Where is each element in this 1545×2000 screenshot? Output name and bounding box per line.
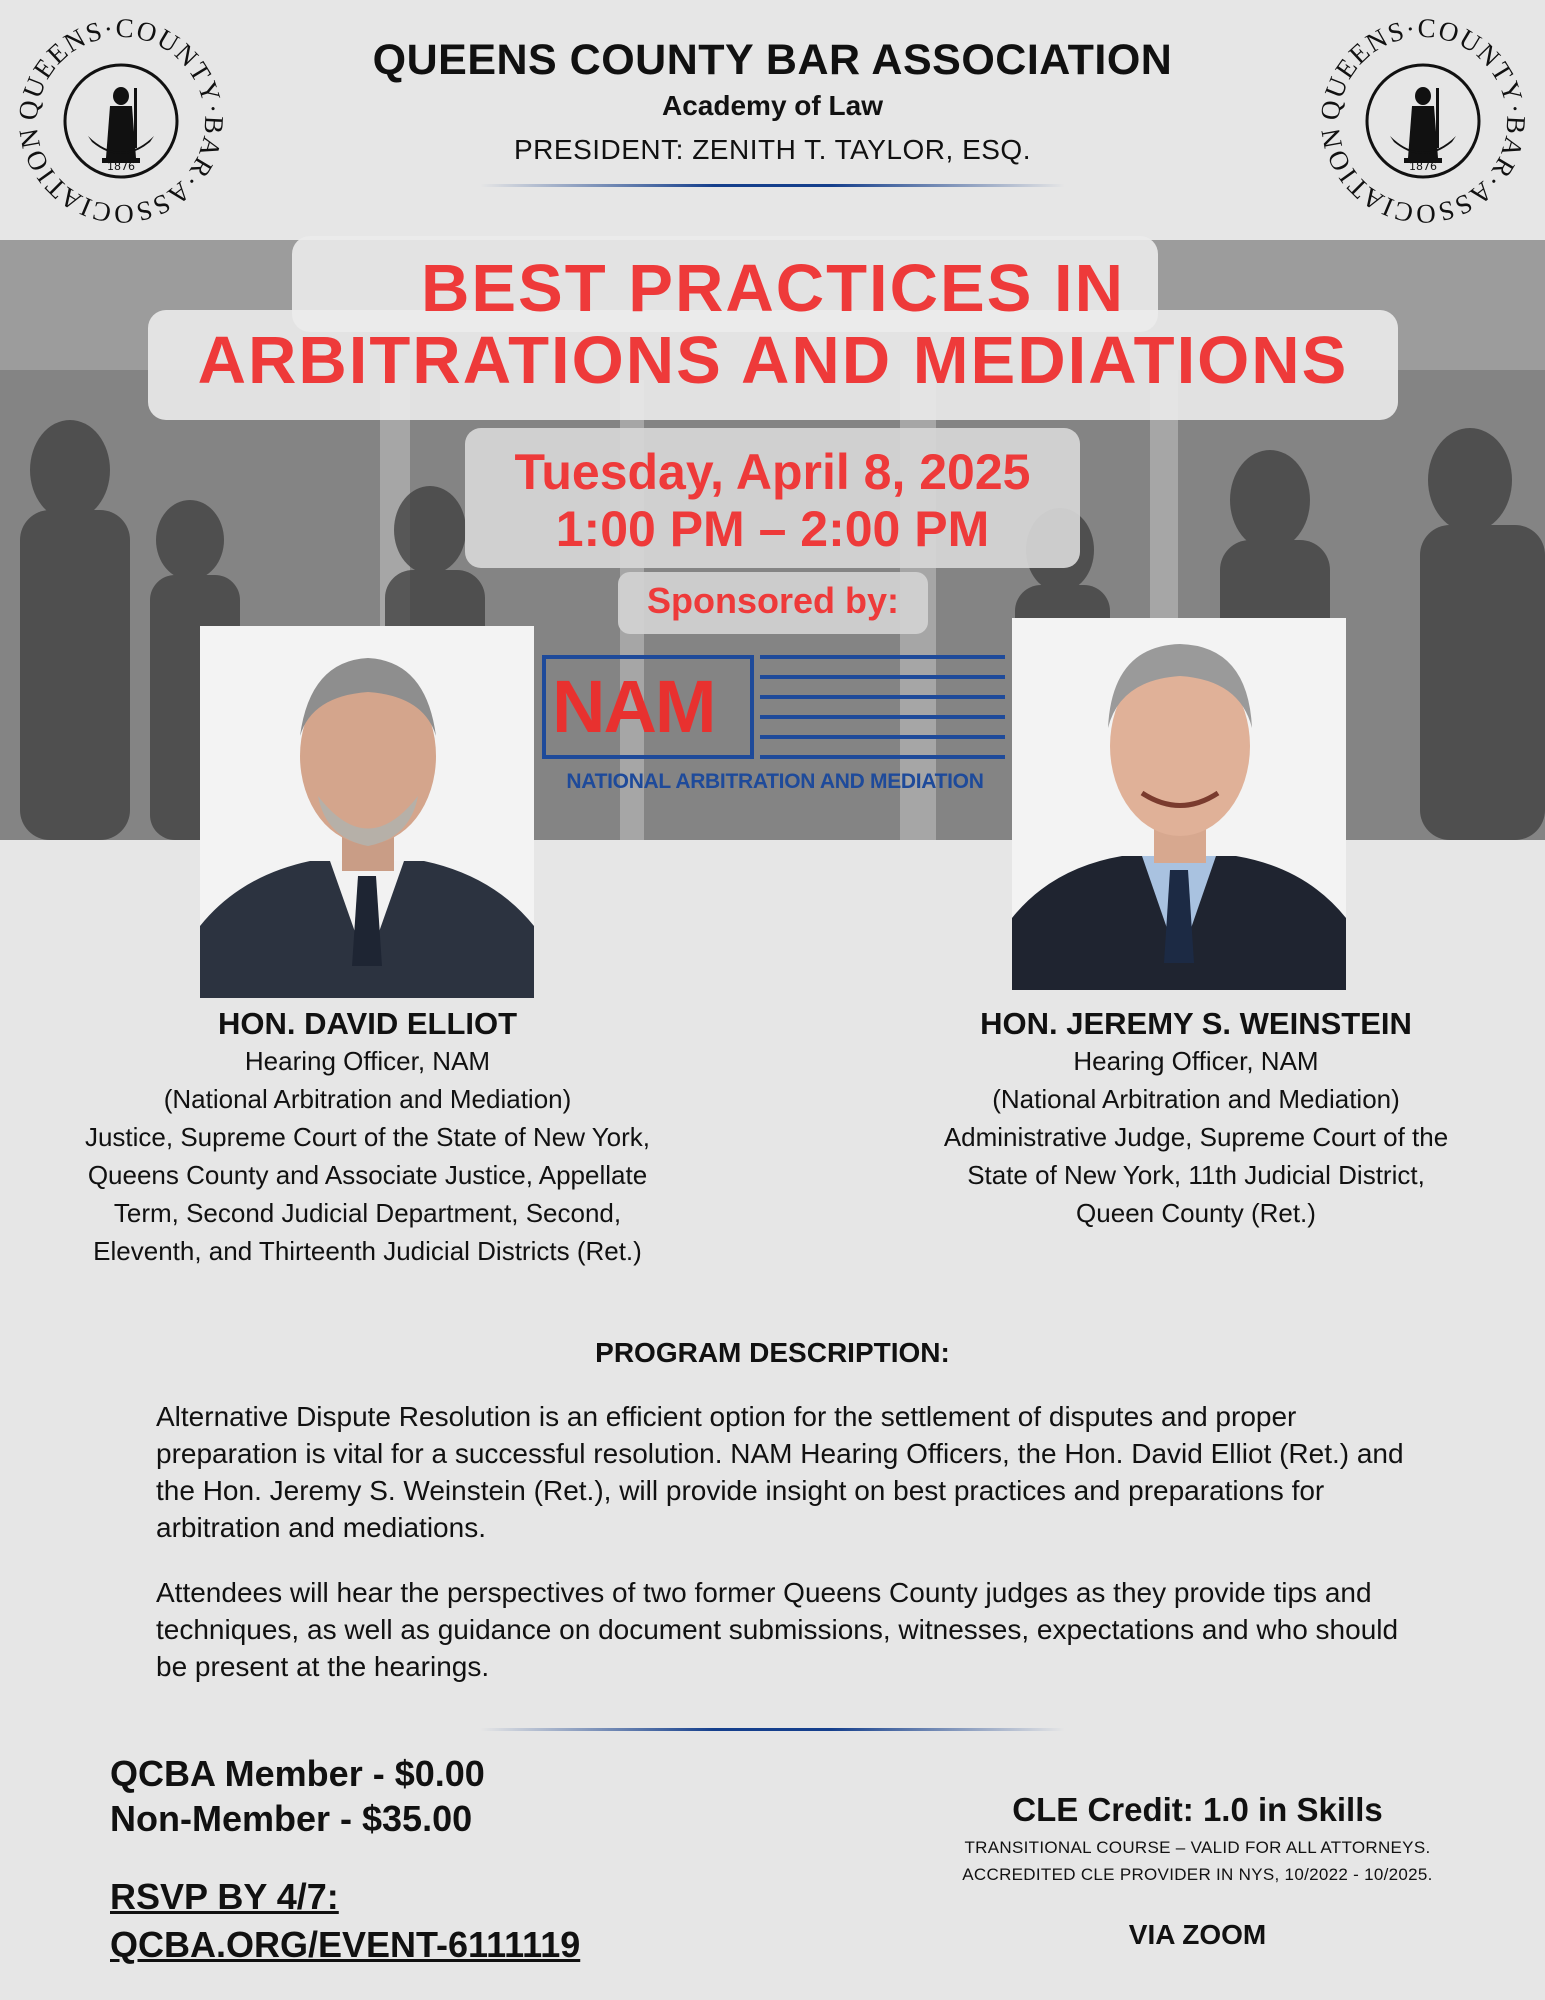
cle-note-transitional: TRANSITIONAL COURSE – VALID FOR ALL ATTORNEYS. <box>964 1838 1431 1857</box>
org-title: QUEENS COUNTY BAR ASSOCIATION <box>372 36 1173 84</box>
program-paragraph-2: Attendees will hear the perspectives of two former Queens County judges as they provide tips and techniques, as well as guidance on document submissions, witnesses, expectations and who should be present at the hearings. <box>156 1577 1399 1682</box>
speaker-bio-line: Justice, Supreme Court of the State of New York, <box>84 1122 651 1152</box>
program-paragraph-1: Alternative Dispute Resolution is an efficient option for the settlement of disputes and proper preparation is vital for a successful resolution. NAM Hearing Officers, the Hon. David Elliot (Ret.) and the Hon. Jeremy S. Weinstein (Ret.), will provide insight on best practices and preparations for arbitration and mediations. <box>156 1401 1404 1543</box>
qcba-seal-left <box>18 18 224 224</box>
speaker-bio-line: Term, Second Judicial Department, Second, <box>113 1198 622 1228</box>
speaker-bio-line: (National Arbitration and Mediation) <box>163 1084 572 1114</box>
event-date: Tuesday, April 8, 2025 <box>514 444 1031 500</box>
seal-year: 1876 <box>107 160 135 173</box>
price-member: QCBA Member - $0.00 <box>110 1753 485 1794</box>
org-subtitle: Academy of Law <box>662 90 883 121</box>
footer-divider <box>480 1728 1065 1731</box>
event-format: VIA ZOOM <box>1128 1919 1267 1950</box>
speaker-bio-line: Queen County (Ret.) <box>1076 1198 1316 1228</box>
speaker-name: HON. JEREMY S. WEINSTEIN <box>980 1006 1412 1041</box>
speaker-bio-line: Eleventh, and Thirteenth Judicial Districts (Ret.) <box>93 1236 642 1266</box>
speaker-bio-line: Administrative Judge, Supreme Court of the <box>943 1122 1449 1152</box>
price-non-member: Non-Member - $35.00 <box>110 1798 473 1839</box>
org-president: PRESIDENT: ZENITH T. TAYLOR, ESQ. <box>514 134 1031 165</box>
event-title-line2: ARBITRATIONS AND MEDIATIONS <box>197 323 1349 398</box>
cle-credit: CLE Credit: 1.0 in Skills <box>1012 1791 1383 1828</box>
qcba-seal-right <box>1320 18 1526 224</box>
nam-logo-fullname: NATIONAL ARBITRATION AND MEDIATION <box>566 770 984 793</box>
sponsored-by-label: Sponsored by: <box>646 580 900 621</box>
event-title-line1: BEST PRACTICES IN <box>420 251 1126 326</box>
speaker-bio-line: (National Arbitration and Mediation) <box>992 1084 1400 1114</box>
speaker-photo-elliot <box>200 626 534 998</box>
cle-note-accredited: ACCREDITED CLE PROVIDER IN NYS, 10/2022 - 10/2025. <box>962 1865 1433 1884</box>
speaker-bio-line: Queens County and Associate Justice, Appellate <box>87 1160 648 1190</box>
speaker-bio-line: Hearing Officer, NAM <box>1073 1046 1319 1076</box>
speaker-photo-weinstein <box>1012 618 1346 990</box>
rsvp-link[interactable]: QCBA.ORG/EVENT-6111119 <box>110 1924 581 1965</box>
nam-logo-text: NAM <box>552 665 715 748</box>
speaker-bio-elliot <box>20 1006 715 1270</box>
event-time: 1:00 PM – 2:00 PM <box>555 501 990 557</box>
header-divider <box>480 184 1065 187</box>
nam-logo-stripes <box>760 655 1005 759</box>
program-heading: PROGRAM DESCRIPTION: <box>595 1337 950 1368</box>
speaker-bio-line: State of New York, 11th Judicial District, <box>967 1160 1425 1190</box>
speaker-bio-weinstein <box>860 1006 1532 1232</box>
seal-year: 1876 <box>1409 160 1437 173</box>
speaker-name: HON. DAVID ELLIOT <box>217 1006 518 1041</box>
seal-ring-text: UEENS·COUNTY AR·ASSOCIATIO <box>1320 18 1526 224</box>
rsvp-deadline: RSVP BY 4/7: <box>110 1876 339 1917</box>
seal-ring-text: UEENS·COUNTY AR·ASSOCIATIO <box>18 18 224 224</box>
speaker-bio-line: Hearing Officer, NAM <box>244 1046 491 1076</box>
